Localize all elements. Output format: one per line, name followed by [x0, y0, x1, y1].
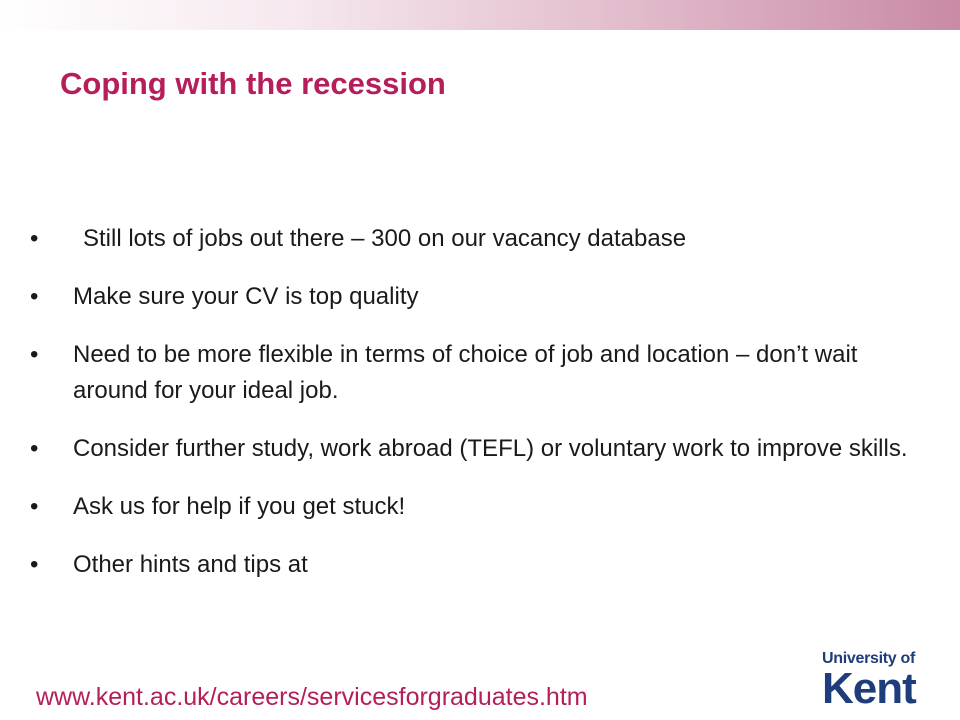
logo-university-of-text: University of [822, 650, 916, 667]
slide-title: Coping with the recession [60, 66, 446, 101]
header-gradient-band [0, 0, 960, 30]
bullet-item [30, 221, 910, 257]
bullet-marker: • [30, 225, 39, 252]
bullet-text: Other hints and tips at [73, 551, 308, 578]
bullet-marker: • [30, 551, 39, 578]
bullet-text: Consider further study, work abroad (TEFL) or voluntary work to improve skills. [73, 435, 908, 462]
bullet-item [30, 431, 910, 467]
bullet-item [30, 279, 910, 315]
bullet-item [30, 547, 910, 583]
bullet-text: Still lots of jobs out there – 300 on our vacancy database [83, 225, 687, 252]
bullet-list [30, 221, 910, 605]
bullet-text: Ask us for help if you get stuck! [73, 493, 406, 520]
university-of-kent-logo [822, 650, 950, 712]
bullet-item [30, 337, 910, 409]
bullet-marker: • [30, 493, 39, 520]
logo-kent-text: Kent [822, 664, 916, 713]
bullet-text: Make sure your CV is top quality [73, 283, 419, 310]
bullet-text: Need to be more flexible in terms of choice of job and location – don’t wait around for your ideal job. [73, 341, 858, 404]
bullet-marker: • [30, 435, 39, 462]
bullet-item [30, 489, 910, 525]
bullet-marker: • [30, 283, 39, 310]
bullet-marker: • [30, 341, 39, 368]
careers-link[interactable]: www.kent.ac.uk/careers/servicesforgraduates.htm [36, 683, 588, 711]
